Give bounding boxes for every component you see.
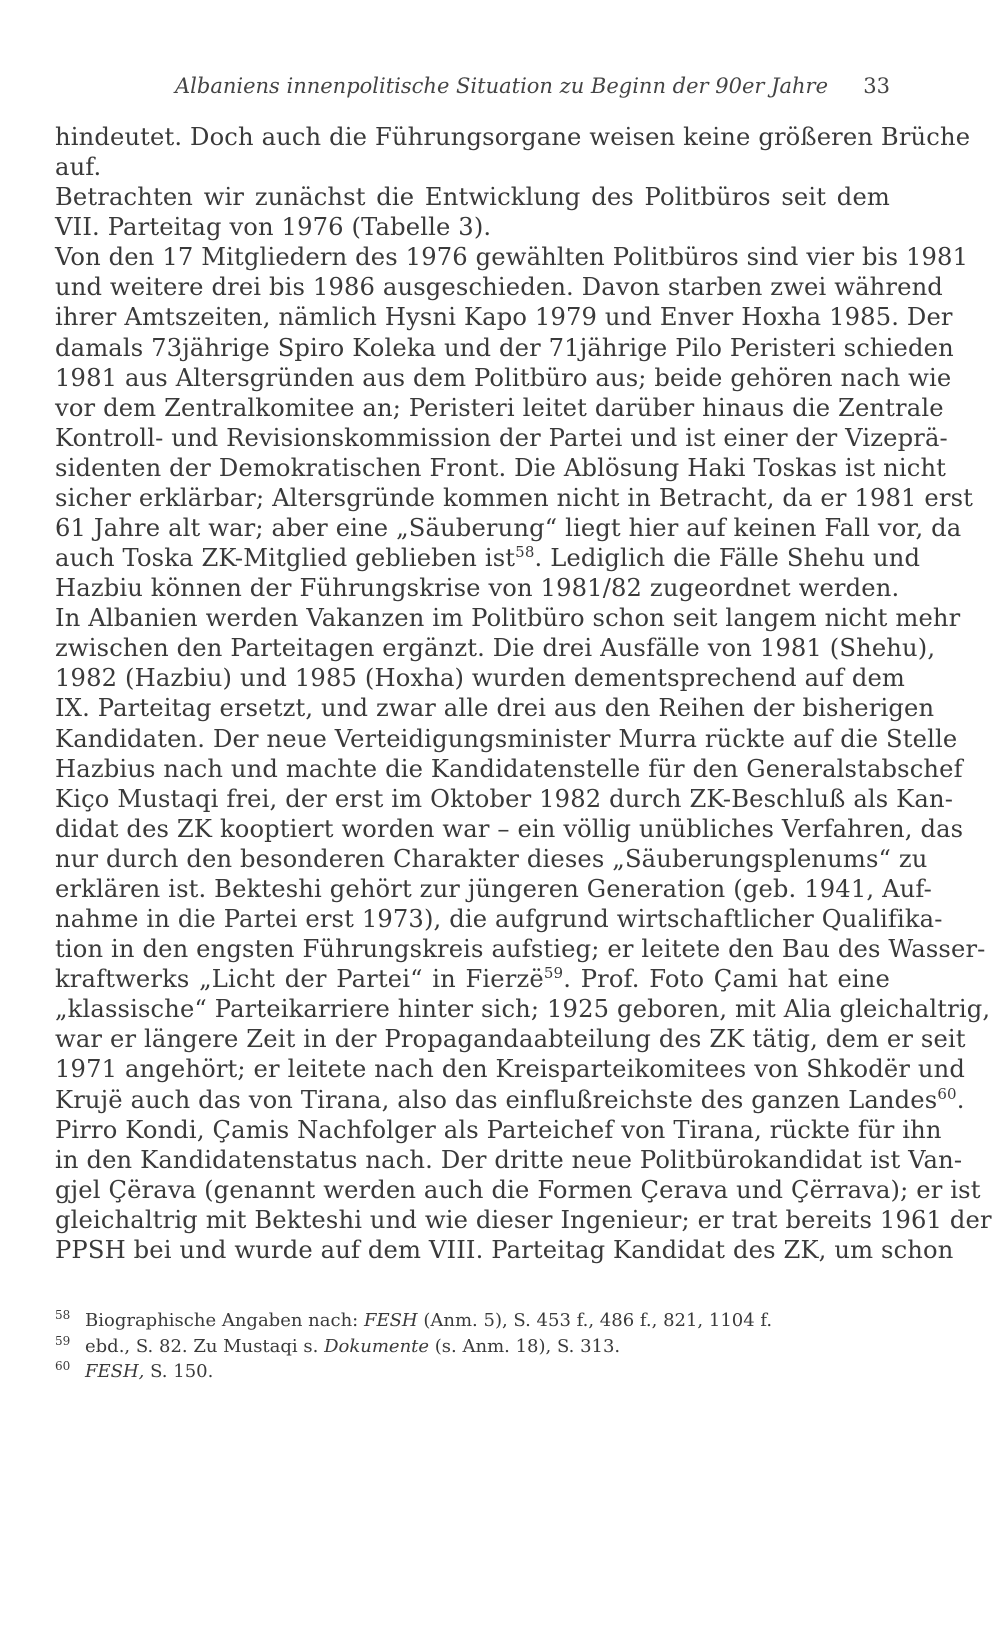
text-line: In Albanien werden Vakanzen im Politbüro schon seit langem nicht mehr — [55, 604, 961, 633]
text-line: PPSH bei und wurde auf dem VIII. Parteitag Kandidat des ZK, um schon — [55, 1235, 954, 1264]
text-line — [55, 964, 890, 994]
text-line: auf. — [55, 153, 102, 182]
text-segment: kraftwerks „Licht der Partei“ in Fierzë — [55, 965, 544, 994]
text-line: und weitere drei bis 1986 ausgeschieden. Davon starben zwei während — [55, 273, 943, 302]
text-line: didat des ZK kooptiert worden war – ein völlig unübliches Verfahren, das — [55, 814, 964, 843]
footnote: 59 ebd., S. 82. Zu Mustaqi s. Dokumente (s. Anm. 18), S. 313. — [55, 1333, 621, 1357]
text-line: nahme in die Partei erst 1973), die aufgrund wirtschaftlicher Qualifika- — [55, 905, 943, 934]
text-line: gleichaltrig mit Bekteshi und wie dieser Ingenieur; er trat bereits 1961 der — [55, 1205, 992, 1234]
text-line: zwischen den Parteitagen ergänzt. Die drei Ausfälle von 1981 (Shehu), — [55, 634, 936, 663]
text-line: 61 Jahre alt war; aber eine „Säuberung“ liegt hier auf keinen Fall vor, da — [55, 514, 962, 543]
text-line: Betrachten wir zunächst die Entwicklung des Politbüros seit dem — [55, 183, 890, 212]
text-line: ihrer Amtszeiten, nämlich Hysni Kapo 1979 und Enver Hoxha 1985. Der — [55, 303, 953, 332]
text-line: tion in den engsten Führungskreis aufstieg; er leitete den Bau des Wasser- — [55, 935, 986, 964]
footnote-text: (s. Anm. 18), S. 313. — [429, 1335, 621, 1357]
footnote-text: ebd., S. 82. Zu Mustaqi s. — [85, 1335, 325, 1357]
footnote-text: (Anm. 5), S. 453 f., 486 f., 821, 1104 f. — [417, 1310, 773, 1331]
footnote: 60 FESH, S. 150. — [55, 1359, 214, 1382]
text-line: 1971 angehört; er leitete nach den Kreisparteikomitees von Shkodër und — [55, 1055, 965, 1084]
text-line: Hazbiu können der Führungskrise von 1981/82 zugeordnet werden. — [55, 574, 900, 603]
text-line: nur durch den besonderen Charakter dieses „Säuberungsplenums“ zu — [55, 844, 928, 873]
footnote: 58 Biographische Angaben nach: FESH (Anm. 5), S. 453 f., 486 f., 821, 1104 f. — [55, 1308, 773, 1331]
text-line: erklären ist. Bekteshi gehört zur jüngeren Generation (geb. 1941, Auf- — [55, 874, 932, 903]
text-line: „klassische“ Parteikarriere hinter sich; 1925 geboren, mit Alia gleichaltrig, — [55, 995, 991, 1024]
footnote-source-title: FESH, — [85, 1361, 145, 1382]
text-segment: Krujë auch das von Tirana, also das einflußreichste des ganzen Landes — [55, 1085, 938, 1114]
footnote-reference[interactable]: 60 — [937, 1084, 957, 1103]
footnote-reference[interactable]: 59 — [543, 964, 564, 983]
footnote-text: S. 150. — [144, 1361, 214, 1382]
running-header — [175, 70, 890, 104]
page-number: 33 — [863, 74, 890, 98]
text-line: sicher erklärbar; Altersgründe kommen nicht in Betracht, da er 1981 erst — [55, 483, 974, 512]
footnote-source-title: Dokumente — [324, 1335, 430, 1357]
text-line: Kandidaten. Der neue Verteidigungsminister Murra rückte auf die Stelle — [55, 724, 958, 753]
text-segment: . — [956, 1085, 965, 1114]
text-line: vor dem Zentralkomitee an; Peristeri leitet darüber hinaus die Zentrale — [55, 393, 944, 422]
text-line: 1982 (Hazbiu) und 1985 (Hoxha) wurden dementsprechend auf dem — [55, 664, 906, 693]
text-line: Hazbius nach und machte die Kandidatenstelle für den Generalstabschef — [55, 754, 963, 783]
footnote-reference[interactable]: 58 — [515, 543, 535, 562]
text-line — [55, 543, 921, 573]
running-title: Albaniens innenpolitische Situation zu Beginn der 90er Jahre — [175, 74, 829, 98]
footnote-source-title: FESH — [363, 1310, 418, 1331]
text-line: hindeutet. Doch auch die Führungsorgane weisen keine größeren Brüche — [55, 123, 971, 151]
text-line: Von den 17 Mitgliedern des 1976 gewählten Politbüros sind vier bis 1981 — [55, 243, 969, 272]
text-line: 1981 aus Altersgründen aus dem Politbüro aus; beide gehören nach wie — [55, 363, 952, 392]
text-line: damals 73jährige Spiro Koleka und der 71jährige Pilo Peristeri schieden — [55, 333, 954, 362]
text-line: VII. Parteitag von 1976 (Tabelle 3). — [55, 213, 492, 242]
text-line — [55, 1084, 965, 1115]
text-line: in den Kandidatenstatus nach. Der dritte neue Politbürokandidat ist Van- — [55, 1145, 963, 1174]
text-line: Pirro Kondi, Çamis Nachfolger als Parteichef von Tirana, rückte für ihn — [55, 1115, 942, 1144]
text-line: sidenten der Demokratischen Front. Die Ablösung Haki Toskas ist nicht — [55, 453, 947, 482]
text-line: IX. Parteitag ersetzt, und zwar alle drei aus den Reihen der bisherigen — [55, 694, 935, 723]
text-segment: . Lediglich die Fälle Shehu und — [534, 544, 921, 573]
body-text — [55, 122, 992, 1265]
footnote-text: Biographische Angaben nach: — [85, 1310, 364, 1331]
text-line: Kontroll- und Revisionskommission der Partei und ist einer der Vizeprä- — [55, 423, 948, 452]
footnotes — [55, 1308, 890, 1385]
text-segment: auch Toska ZK-Mitglied geblieben ist — [55, 544, 516, 573]
text-segment: . Prof. Foto Çami hat eine — [563, 965, 890, 994]
text-line: gjel Çërava (genannt werden auch die Formen Çerava und Çërrava); er ist — [55, 1175, 981, 1204]
text-line: war er längere Zeit in der Propagandaabteilung des ZK tätig, dem er seit — [55, 1025, 966, 1054]
text-line: Kiço Mustaqi frei, der erst im Oktober 1982 durch ZK-Beschluß als Kan- — [55, 784, 954, 813]
